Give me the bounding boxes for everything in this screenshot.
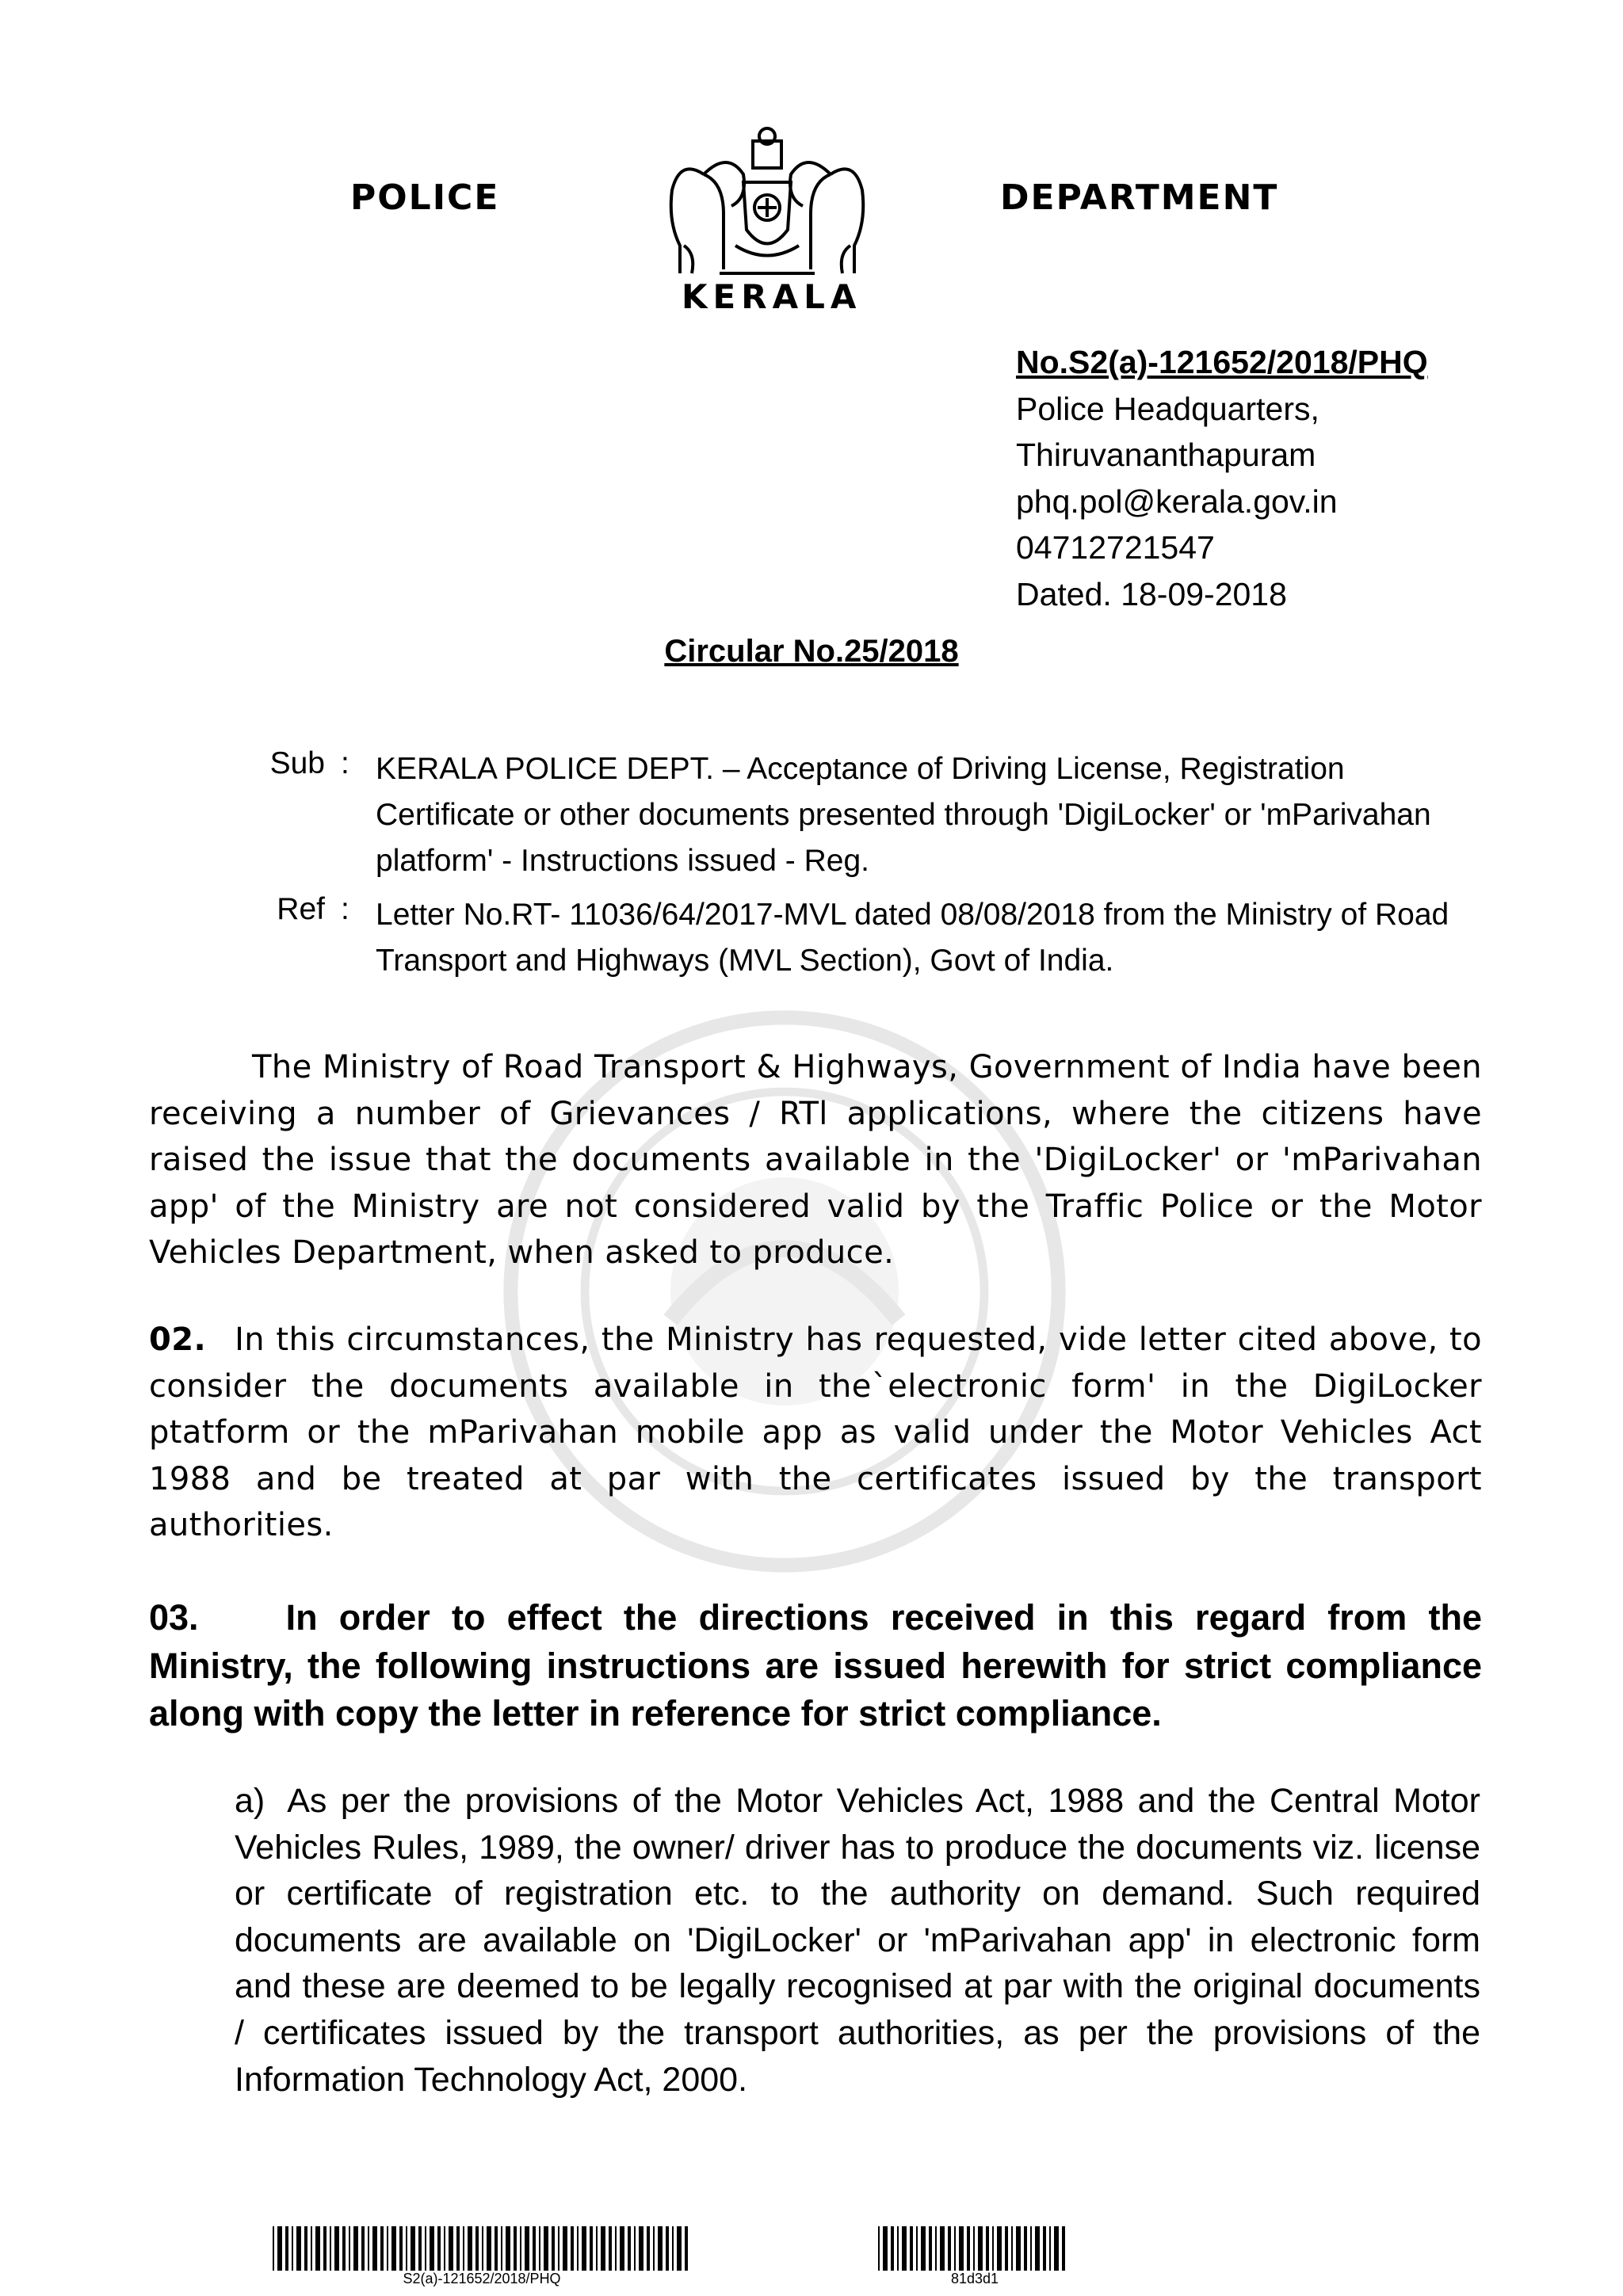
barcode-bar (878, 2226, 880, 2271)
barcode-bar (411, 2226, 415, 2271)
barcode-bar (514, 2226, 517, 2271)
paragraph-3-text: In order to effect the directions received in this regard from the Ministry, the following instructions are issued herewith for strict compliance along with copy the letter in reference for strict compliance. (149, 1597, 1482, 1733)
barcode-bar (916, 2226, 918, 2271)
barcode-bar (685, 2226, 688, 2271)
office-phone: 04712721547 (1016, 529, 1215, 566)
paragraph-1: The Ministry of Road Transport & Highways, Government of India have been receiving a number of Grievances / RTl applications, where the citizens have raised the issue that the documents available in the 'DigiLocker' or 'mParivahan app' of the Ministry are not considered valid by the Traffic Police or the Motor Vehicles Department, when asked to produce. (149, 1049, 1482, 1271)
barcode-bar (563, 2226, 567, 2271)
letter-date: Dated. 18-09-2018 (1016, 575, 1287, 612)
barcode-bar (399, 2226, 403, 2271)
barcode-bar (609, 2226, 612, 2271)
barcode-bar (883, 2226, 888, 2271)
kerala-state-emblem-icon (648, 127, 886, 282)
office-email: phq.pol@kerala.gov.in (1016, 482, 1338, 520)
barcode-bar (940, 2226, 945, 2271)
office-city: Thiruvananthapuram (1016, 437, 1316, 474)
barcode-bar (992, 2226, 994, 2271)
barcode-bar (628, 2226, 631, 2271)
address-block (1016, 339, 1428, 618)
barcode-bar (615, 2226, 617, 2271)
barcode-bar (666, 2226, 669, 2271)
barcode-bar (997, 2226, 1002, 2271)
barcode-bar (487, 2226, 491, 2271)
letterhead-kerala-word: KERALA (682, 277, 862, 316)
barcode-bar (1062, 2226, 1065, 2271)
office-name: Police Headquarters, (1016, 390, 1319, 427)
barcode-bar (959, 2226, 964, 2271)
barcode-bar (596, 2226, 598, 2271)
barcode-bar (501, 2226, 502, 2271)
barcode-bar (653, 2226, 655, 2271)
barcode-bar (986, 2226, 989, 2271)
barcode-bar (311, 2226, 312, 2271)
letterhead-police-word: POLICE (350, 177, 500, 218)
barcode-right-text: 81d3d1 (950, 2271, 999, 2286)
barcode-bar (634, 2226, 636, 2271)
reference-colon: : (341, 892, 349, 926)
subject-colon: : (341, 746, 349, 780)
barcode-bar (463, 2226, 464, 2271)
barcode-bar (639, 2226, 643, 2271)
barcode-bar (315, 2226, 320, 2271)
barcode-bar (647, 2226, 650, 2271)
barcode-bar (525, 2226, 529, 2271)
paragraph-3-number: 03. (149, 1597, 199, 1638)
barcode-bar (552, 2226, 555, 2271)
barcode-bar (273, 2226, 274, 2271)
barcode-icon (878, 2226, 1071, 2271)
barcode-bar (520, 2226, 521, 2271)
barcode-bar (425, 2226, 426, 2271)
barcode-bar (444, 2226, 445, 2271)
barcode-bar (1035, 2226, 1040, 2271)
barcode-bar (475, 2226, 479, 2271)
barcode-bar (277, 2226, 282, 2271)
barcode-bar (544, 2226, 548, 2271)
barcode-bar (495, 2226, 498, 2271)
instruction-a (235, 1778, 1480, 2103)
barcode-bar (577, 2226, 579, 2271)
barcode-bar (891, 2226, 894, 2271)
barcode-bar (406, 2226, 407, 2271)
barcode-bar (571, 2226, 574, 2271)
letterhead-department-word: DEPARTMENT (1000, 177, 1279, 218)
barcode-bar (1043, 2226, 1046, 2271)
barcode-bar (582, 2226, 586, 2271)
barcode-bar (558, 2226, 559, 2271)
barcode-left-text: S2(a)-121652/2018/PHQ (403, 2271, 561, 2286)
barcode-bar (1011, 2226, 1013, 2271)
instruction-a-text: As per the provisions of the Motor Vehicles Act, 1988 and the Central Motor Vehicles Rules, 1989, the owner/ driver has to produce the documents viz. license or certificate of registration etc. to the authority on demand. Such required documents are available on 'DigiLocker' or 'mParivahan app' in electronic form and these are deemed to be legally recognised at par with the original documents / certificates issued by the transport authorities, as per the provisions of the Information Technology Act, 2000. (235, 1782, 1480, 2099)
barcode-bar (506, 2226, 510, 2271)
barcode-bar (418, 2226, 422, 2271)
barcode-bar (1024, 2226, 1027, 2271)
barcode-bar (391, 2226, 396, 2271)
barcode-bar (334, 2226, 339, 2271)
barcode-bar (973, 2226, 975, 2271)
barcode-bar (978, 2226, 983, 2271)
barcode-bar (1049, 2226, 1051, 2271)
barcode-bar (1030, 2226, 1032, 2271)
barcode-bar (921, 2226, 926, 2271)
barcode-bar (368, 2226, 369, 2271)
barcode-bar (897, 2226, 899, 2271)
barcode-bar (292, 2226, 293, 2271)
barcode-bar (456, 2226, 460, 2271)
barcode-bar (361, 2226, 365, 2271)
barcode-bar (1016, 2226, 1021, 2271)
barcode-bar (482, 2226, 483, 2271)
barcode-bar (620, 2226, 624, 2271)
barcode-bar (672, 2226, 674, 2271)
barcode-bar (437, 2226, 441, 2271)
barcode-icon (273, 2226, 691, 2271)
paragraph-3 (149, 1594, 1482, 1738)
barcode-bar (539, 2226, 540, 2271)
barcode-bar (468, 2226, 472, 2271)
barcode-bar (342, 2226, 346, 2271)
barcode-bar (935, 2226, 937, 2271)
barcode-bar (387, 2226, 388, 2271)
barcode-bar (1005, 2226, 1008, 2271)
barcode-bar (967, 2226, 970, 2271)
barcode-bar (349, 2226, 350, 2271)
barcode-bar (902, 2226, 907, 2271)
barcode-bar (330, 2226, 331, 2271)
barcode-bar (948, 2226, 951, 2271)
subject-label: Sub (269, 746, 325, 780)
barcode-bar (449, 2226, 453, 2271)
paragraph-2 (149, 1317, 1482, 1549)
barcode-bar (372, 2226, 377, 2271)
reference-label: Ref (277, 892, 325, 926)
barcode-bar (658, 2226, 663, 2271)
instruction-a-label: a) (235, 1782, 265, 1820)
paragraph-2-text: In this circumstances, the Ministry has requested, vide letter cited above, to consider the documents available in the`electronic form' in the DigiLocker ptatform or the mParivahan mobile app as valid under the Motor Vehicles Act 1988 and be treated at par with the certificates issued by the transport authorities. (149, 1322, 1482, 1543)
barcode-bar (929, 2226, 932, 2271)
barcode-bar (323, 2226, 327, 2271)
barcode-bar (910, 2226, 913, 2271)
circular-number-title: Circular No.25/2018 (664, 634, 959, 669)
barcode-bar (296, 2226, 301, 2271)
reference-text: Letter No.RT- 11036/64/2017-MVL dated 08/08/2018 from the Ministry of Road Transport and Highways (MVL Section), Govt of India. (376, 898, 1449, 978)
barcode-bar (954, 2226, 956, 2271)
barcode-bar (304, 2226, 307, 2271)
barcode-bar (533, 2226, 536, 2271)
barcode-bar (601, 2226, 605, 2271)
barcode-bar (353, 2226, 358, 2271)
barcode-bar (1054, 2226, 1059, 2271)
paragraph-2-number: 02. (149, 1322, 207, 1358)
subject-text: KERALA POLICE DEPT. – Acceptance of Driving License, Registration Certificate or other documents presented through 'DigiLocker' or 'mParivahan platform' - Instructions issued - Reg. (376, 752, 1431, 878)
file-reference-number: No.S2(a)-121652/2018/PHQ (1016, 344, 1428, 380)
barcode-bar (430, 2226, 434, 2271)
barcode-bar (677, 2226, 682, 2271)
barcode-bar (590, 2226, 593, 2271)
barcode-bar (380, 2226, 384, 2271)
barcode-bar (285, 2226, 288, 2271)
